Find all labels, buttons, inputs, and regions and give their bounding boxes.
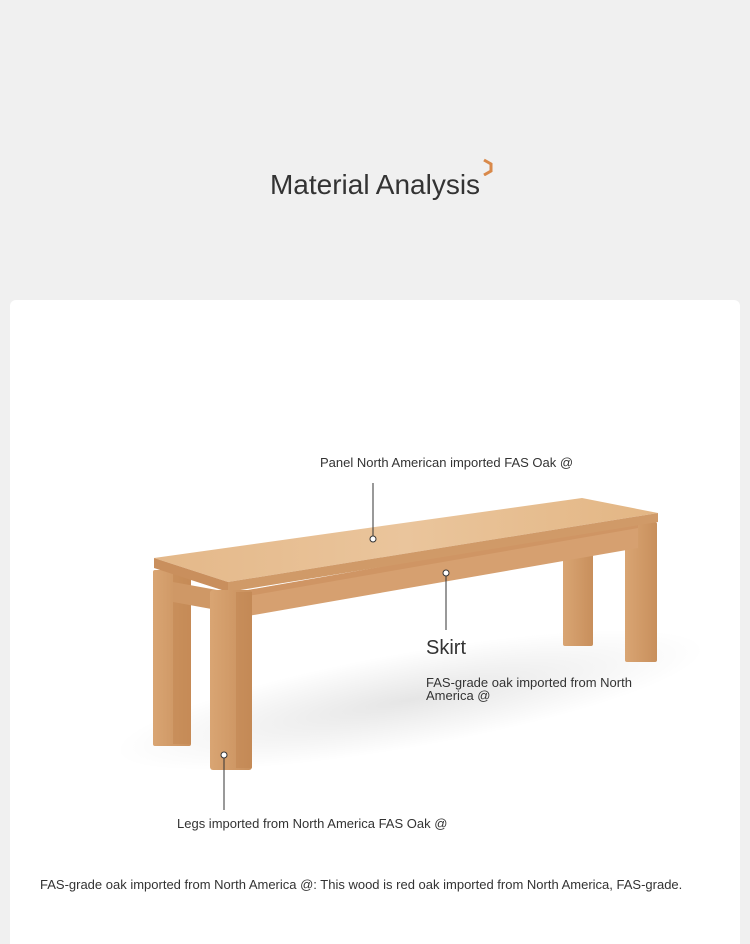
title-wrap xyxy=(270,166,480,204)
back-left-leg xyxy=(563,546,593,646)
skirt-callout-desc: FAS-grade oak imported from North America @ xyxy=(426,675,632,703)
skirt-callout-dot xyxy=(443,570,449,576)
panel-callout-label: Panel North American imported FAS Oak @ xyxy=(320,455,574,470)
bench-illustration xyxy=(10,300,740,944)
panel-callout-dot xyxy=(370,536,376,542)
corner-bracket-icon xyxy=(481,158,495,176)
legs-callout-dot xyxy=(221,752,227,758)
skirt-callout-title: Skirt xyxy=(426,637,466,659)
section-header xyxy=(0,166,750,204)
footer-note: FAS-grade oak imported from North America @: This wood is red oak imported from North America, FAS-grade. xyxy=(40,877,683,892)
page-title: Material Analysis xyxy=(269,169,481,200)
legs-callout-label: Legs imported from North America FAS Oak @ xyxy=(177,816,448,831)
material-card xyxy=(10,300,740,944)
